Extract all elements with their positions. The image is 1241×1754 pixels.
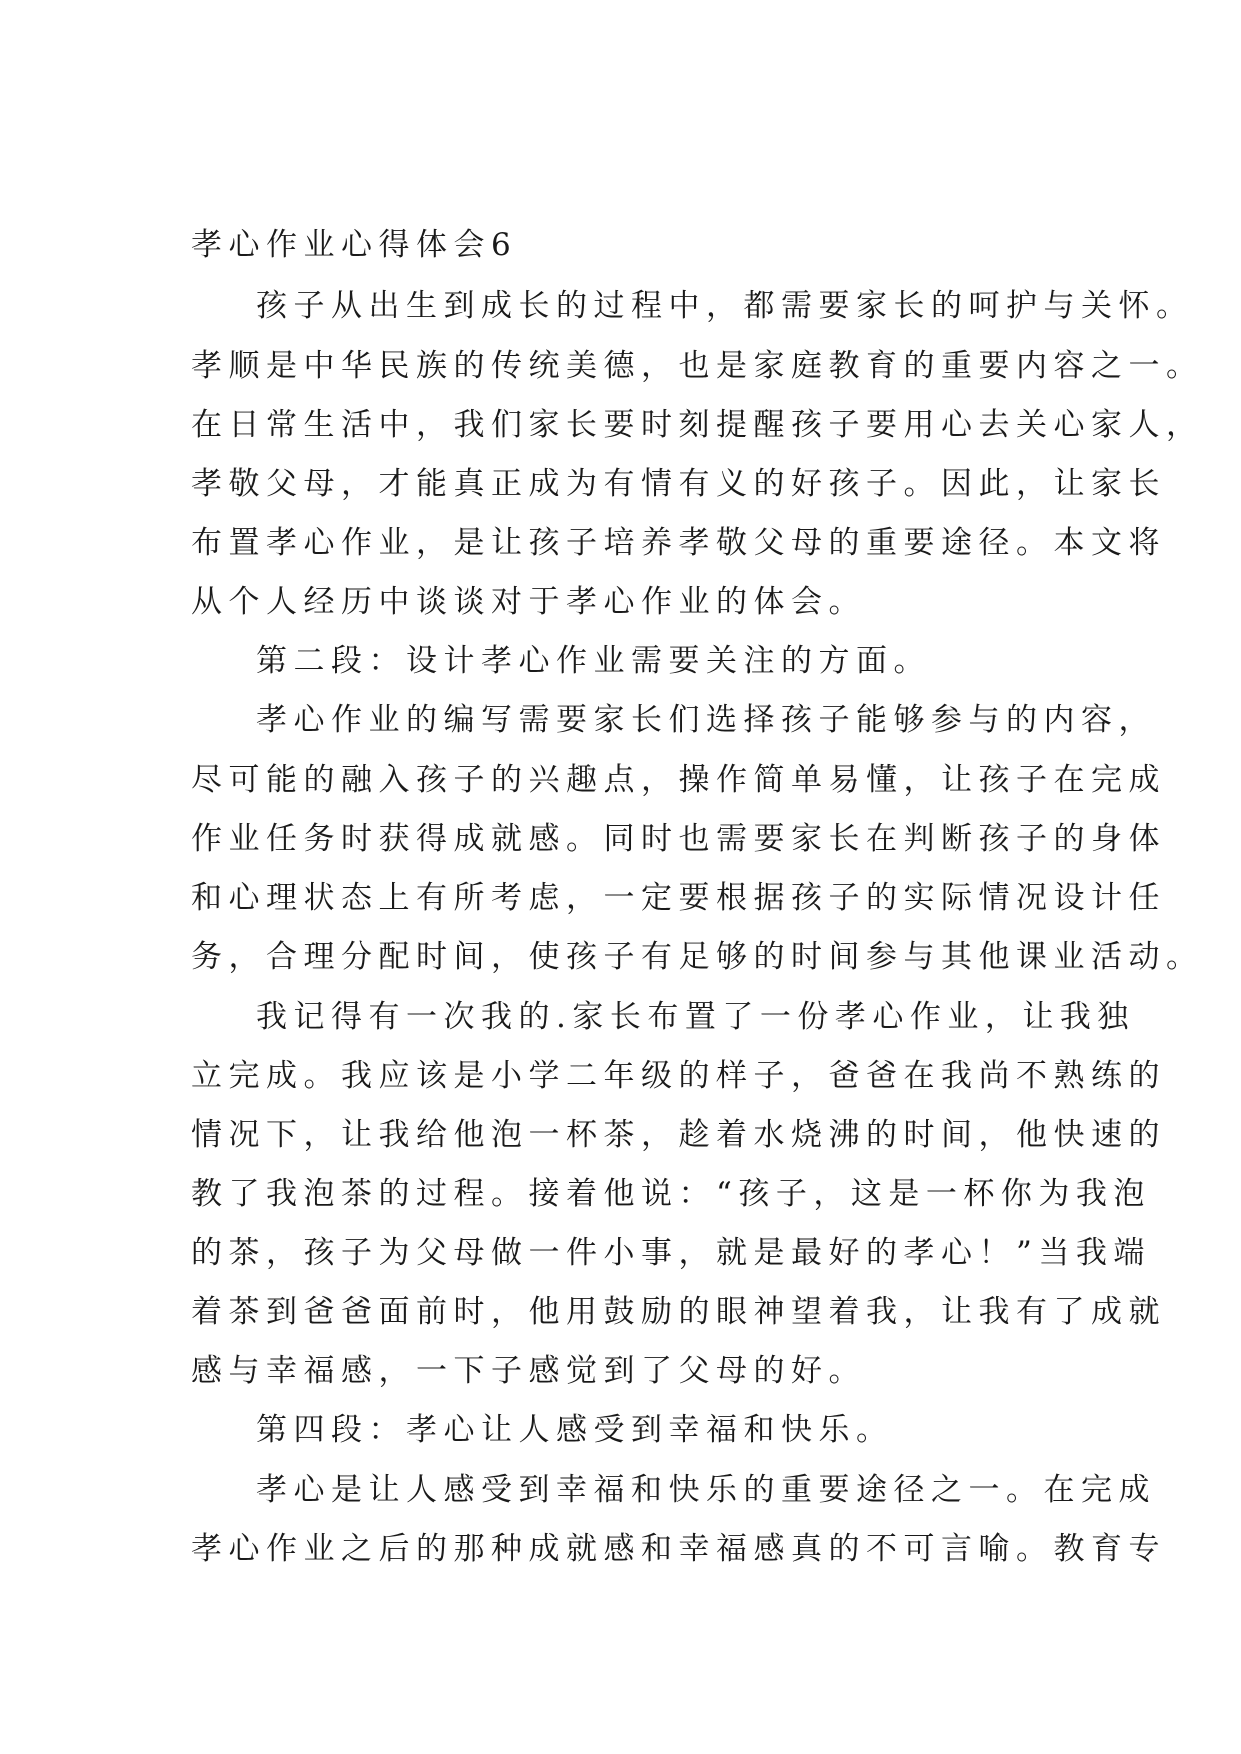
paragraph-line: 孝心作业之后的那种成就感和幸福感真的不可言喻。教育专 xyxy=(191,1531,1166,1567)
paragraph-line: 孩子从出生到成长的过程中，都需要家长的呵护与关怀。 xyxy=(256,288,1194,324)
paragraph-line: 和心理状态上有所考虑，一定要根据孩子的实际情况设计任 xyxy=(191,880,1166,916)
paragraph-line: 教了我泡茶的过程。接着他说：“孩子，这是一杯你为我泡 xyxy=(191,1176,1151,1212)
document-title: 孝心作业心得体会6 xyxy=(191,227,518,263)
section-heading: 第二段：设计孝心作业需要关注的方面。 xyxy=(256,643,931,679)
paragraph-line: 布置孝心作业，是让孩子培养孝敬父母的重要途径。本文将 xyxy=(191,525,1166,561)
paragraph-line: 孝心是让人感受到幸福和快乐的重要途径之一。在完成 xyxy=(256,1472,1156,1508)
paragraph-line: 着茶到爸爸面前时，他用鼓励的眼神望着我，让我有了成就 xyxy=(191,1294,1166,1330)
paragraph-line: 务，合理分配时间，使孩子有足够的时间参与其他课业活动。 xyxy=(191,939,1204,975)
paragraph-line: 尽可能的融入孩子的兴趣点，操作简单易懂，让孩子在完成 xyxy=(191,762,1166,798)
paragraph-line: 情况下，让我给他泡一杯茶，趁着水烧沸的时间，他快速的 xyxy=(191,1117,1166,1153)
paragraph-line: 在日常生活中，我们家长要时刻提醒孩子要用心去关心家人， xyxy=(191,407,1204,443)
paragraph-line: 立完成。我应该是小学二年级的样子，爸爸在我尚不熟练的 xyxy=(191,1058,1166,1094)
paragraph-line: 从个人经历中谈谈对于孝心作业的体会。 xyxy=(191,584,866,620)
paragraph-line: 感与幸福感，一下子感觉到了父母的好。 xyxy=(191,1353,866,1389)
section-heading: 第四段：孝心让人感受到幸福和快乐。 xyxy=(256,1412,894,1448)
paragraph-line: 我记得有一次我的.家长布置了一份孝心作业，让我独 xyxy=(256,999,1135,1035)
paragraph-line: 孝心作业的编写需要家长们选择孩子能够参与的内容， xyxy=(256,702,1156,738)
paragraph-line: 孝敬父母，才能真正成为有情有义的好孩子。因此，让家长 xyxy=(191,466,1166,502)
paragraph-line: 的茶，孩子为父母做一件小事，就是最好的孝心！”当我端 xyxy=(191,1235,1151,1271)
paragraph-line: 作业任务时获得成就感。同时也需要家长在判断孩子的身体 xyxy=(191,821,1166,857)
paragraph-line: 孝顺是中华民族的传统美德，也是家庭教育的重要内容之一。 xyxy=(191,348,1204,384)
